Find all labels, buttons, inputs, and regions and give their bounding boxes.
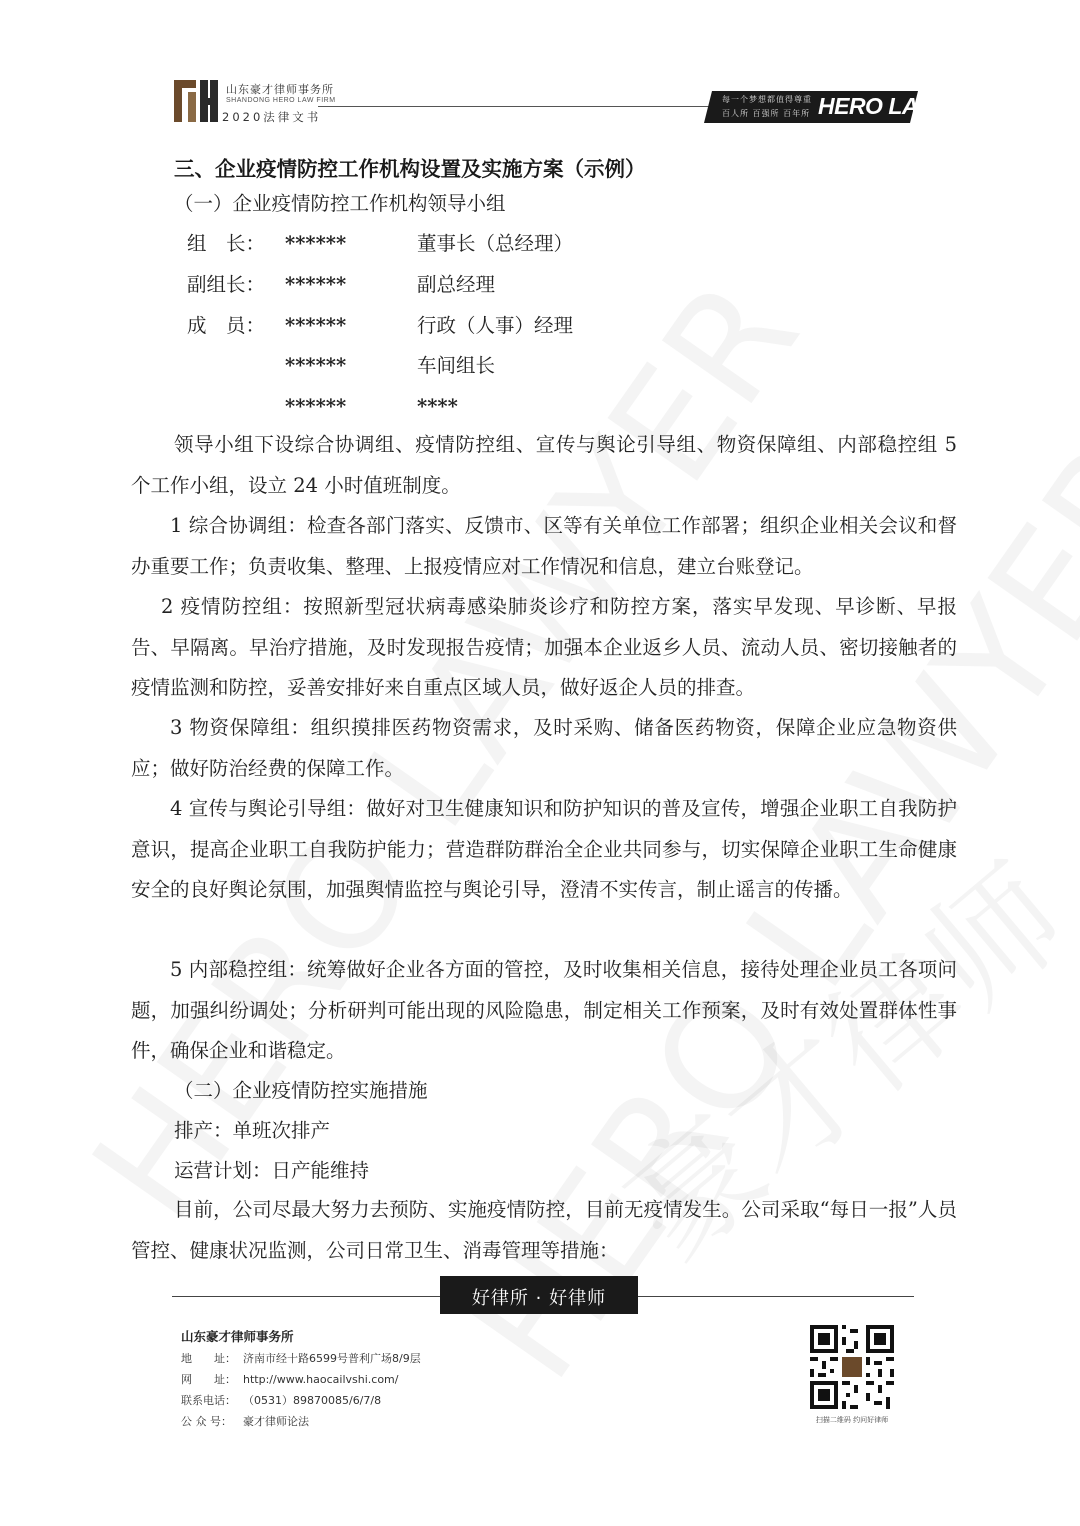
footer-phone-value: （0531）89870085/6/7/8	[243, 1394, 382, 1407]
group-paragraph: 5 内部稳控组：统筹做好企业各方面的管控，及时收集相关信息，接待处理企业员工各项问题，加强纠纷调处；分析研判可能出现的风险隐患，制定相关工作预案，及时有效处置群体性事件，确保企业和谐稳定。	[131, 958, 957, 1062]
roster-name: ******	[285, 354, 347, 377]
footer-address	[181, 1350, 421, 1366]
roster-position: 行政（人事）经理	[417, 314, 574, 337]
firm-logo-icon	[172, 78, 220, 124]
group-paragraph: 3 物资保障组：组织摸排医药物资需求，及时采购、储备医药物资，保障企业应急物资供应；做好防治经费的保障工作。	[131, 716, 957, 780]
subsection-title-2: （二）企业疫情防控实施措施	[174, 1079, 428, 1102]
roster-role: 组 长：	[187, 232, 266, 255]
footer-firm-name: 山东豪才律师事务所	[181, 1329, 294, 1344]
operation-plan-line: 运营计划：日产能维持	[174, 1159, 370, 1182]
roster-position: 董事长（总经理）	[417, 232, 574, 255]
header-firm-name-en: SHANDONG HERO LAW FIRM	[226, 97, 336, 104]
header-year-label: 2020法律文书	[222, 110, 322, 124]
roster-name: ******	[285, 232, 347, 255]
roster-position: 车间组长	[417, 354, 496, 377]
qr-caption: 扫描二维码 约问好律师	[815, 1416, 889, 1424]
brand-slogan-line1: 每一个梦想都值得尊重	[722, 95, 812, 104]
group-paragraph: 1 综合协调组：检查各部门落实、反馈市、区等有关单位工作部署；组织企业相关会议和督办重要工作；负责收集、整理、上报疫情应对工作情况和信息，建立台账登记。	[131, 514, 957, 578]
section-title: 三、企业疫情防控工作机构设置及实施方案（示例）	[174, 157, 646, 181]
footer-address-value: 济南市经十路6599号普利广场8/9层	[243, 1352, 421, 1365]
footer-phone	[181, 1392, 381, 1408]
footer-wechat	[181, 1413, 309, 1429]
footer-wechat-value: 豪才律师论法	[243, 1415, 309, 1428]
group-paragraph: 2 疫情防控组：按照新型冠状病毒感染肺炎诊疗和防控方案，落实早发现、早诊断、早报告、早隔离。早治疗措施，及时发现报告疫情；加强本企业返乡人员、流动人员、密切接触者的疫情监测和防控，妥善安排好来自重点区域人员，做好返企人员的排查。	[131, 595, 957, 699]
production-line: 排产：单班次排产	[174, 1119, 331, 1142]
roster-position: ****	[417, 395, 458, 418]
header-divider	[318, 106, 718, 107]
footer-website	[181, 1371, 398, 1387]
brand-name: HERO LAW	[818, 93, 938, 119]
footer-address-label: 地 址：	[181, 1352, 236, 1365]
footer-website-label: 网 址：	[181, 1373, 236, 1386]
footer-wechat-label: 公 众 号：	[181, 1415, 232, 1428]
intro-paragraph: 领导小组下设综合协调组、疫情防控组、宣传与舆论引导组、物资保障组、内部稳控组 5 个工作小组，设立 24 小时值班制度。	[131, 433, 957, 497]
footer-phone-label: 联系电话：	[181, 1394, 236, 1407]
roster-role: 成 员：	[187, 314, 266, 337]
roster-position: 副总经理	[417, 273, 496, 296]
group-paragraph: 4 宣传与舆论引导组：做好对卫生健康知识和防护知识的普及宣传，增强企业职工自我防护意识，提高企业职工自我防护能力；营造群防群治全企业共同参与，切实保障企业职工生命健康安全的良好舆论氛围，加强舆情监控与舆论引导，澄清不实传言，制止谣言的传播。	[131, 797, 957, 901]
brand-slogan-line2: 百人所 百强所 百年所	[722, 109, 811, 118]
roster-name: ******	[285, 273, 347, 296]
subsection-title-1: （一）企业疫情防控工作机构领导小组	[174, 192, 506, 215]
roster-name: ******	[285, 314, 347, 337]
footer-website-link[interactable]: http://www.haocailvshi.com/	[243, 1373, 399, 1386]
current-status-paragraph: 目前，公司尽最大努力去预防、实施疫情防控，目前无疫情发生。公司采取“每日一报”人员管控、健康状况监测，公司日常卫生、消毒管理等措施：	[131, 1198, 957, 1262]
qr-code-icon[interactable]	[806, 1321, 898, 1413]
roster-name: ******	[285, 395, 347, 418]
roster-role: 副组长：	[187, 273, 266, 296]
header-firm-name: 山东豪才律师事务所	[226, 83, 334, 96]
tagline: 好律所 · 好律师	[471, 1288, 607, 1309]
